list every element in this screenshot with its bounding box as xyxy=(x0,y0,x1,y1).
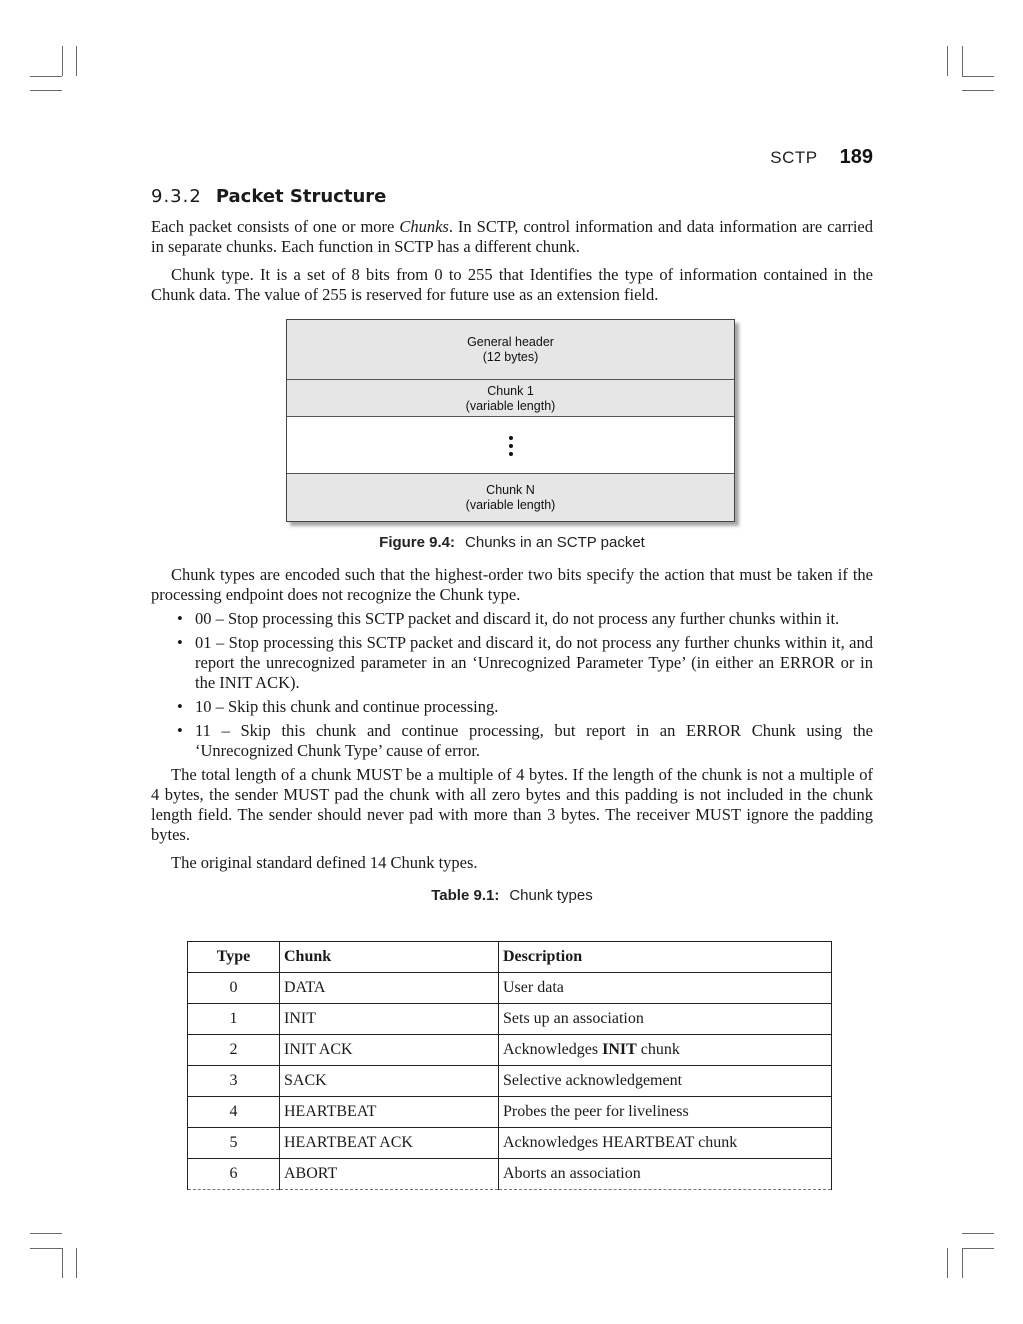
list-item-text: 00 – Stop processing this SCTP packet and discard it, do not process any further chunks within it. xyxy=(195,609,840,628)
paragraph-1-text-b: . In SCTP, control information and data information are carried in separate chunks. Each function in SCTP has a different chunk. xyxy=(151,217,873,256)
crop-mark xyxy=(76,46,77,76)
table-row xyxy=(188,973,832,1004)
crop-mark xyxy=(30,1233,62,1234)
figure-row-label: General header xyxy=(467,334,554,349)
crop-mark xyxy=(30,76,62,77)
section-title: Packet Structure xyxy=(215,186,387,207)
list-item-text: 10 – Skip this chunk and continue processing. xyxy=(195,697,499,716)
paragraph-2: Chunk type. It is a set of 8 bits from 0 to 255 that Identifies the type of information contained in the Chunk data. The value of 255 is reserved for future use as an extension field. xyxy=(151,265,873,304)
paragraph-1-text-a: Each packet consists of one or more xyxy=(151,217,400,236)
crop-mark xyxy=(947,46,948,76)
cell-description xyxy=(499,1035,832,1066)
column-header-chunk: Chunk xyxy=(280,942,499,973)
figure-row-label: Chunk 1 xyxy=(487,383,534,398)
cell-type: 3 xyxy=(188,1066,280,1097)
cell-description: Sets up an association xyxy=(499,1004,832,1035)
table-header-row xyxy=(188,942,832,973)
figure-row-ellipsis xyxy=(287,416,734,474)
cell-chunk: DATA xyxy=(280,973,499,1004)
bullet-icon: • xyxy=(177,609,183,628)
cell-description-bold: INIT xyxy=(602,1041,637,1058)
vertical-ellipsis-icon xyxy=(509,436,513,456)
column-header-type: Type xyxy=(188,942,280,973)
crop-mark xyxy=(962,76,994,77)
crop-mark xyxy=(947,1248,948,1278)
figure-caption-text: Chunks in an SCTP packet xyxy=(465,534,645,551)
cell-description: Probes the peer for liveliness xyxy=(499,1097,832,1128)
figure-row-sublabel: (variable length) xyxy=(465,398,556,413)
cell-description: Selective acknowledgement xyxy=(499,1066,832,1097)
figure-row-general-header xyxy=(287,320,734,379)
cell-chunk: INIT xyxy=(280,1004,499,1035)
crop-mark xyxy=(62,1248,63,1278)
cell-chunk: INIT ACK xyxy=(280,1035,499,1066)
page-body xyxy=(151,186,873,904)
cell-type: 5 xyxy=(188,1128,280,1159)
table-caption-label: Table 9.1: xyxy=(431,887,500,904)
bullet-icon: • xyxy=(177,697,183,716)
list-item xyxy=(177,697,873,717)
running-head xyxy=(600,146,873,169)
cell-description: Acknowledges HEARTBEAT chunk xyxy=(499,1128,832,1159)
figure-row-chunk-1 xyxy=(287,379,734,417)
table-row xyxy=(188,1035,832,1066)
cell-description: Aborts an association xyxy=(499,1159,832,1190)
table-caption xyxy=(151,887,873,904)
crop-mark xyxy=(962,1233,994,1234)
cell-chunk: SACK xyxy=(280,1066,499,1097)
list-item xyxy=(177,721,873,761)
section-heading xyxy=(151,186,873,207)
cell-chunk: HEARTBEAT xyxy=(280,1097,499,1128)
chunk-types-table xyxy=(187,941,832,1190)
running-head-section: SCTP xyxy=(770,148,818,167)
paragraph-3: Chunk types are encoded such that the highest-order two bits specify the action that must be taken if the processing endpoint does not recognize the Chunk type. xyxy=(151,565,873,604)
crop-mark xyxy=(62,46,63,76)
crop-mark xyxy=(962,90,994,91)
paragraph-1-emphasis: Chunks xyxy=(399,217,449,236)
section-number: 9.3.2 xyxy=(151,186,202,207)
crop-mark xyxy=(30,1248,62,1249)
table-row xyxy=(188,1097,832,1128)
table-caption-text: Chunk types xyxy=(509,887,593,904)
table-row xyxy=(188,1128,832,1159)
cell-chunk: ABORT xyxy=(280,1159,499,1190)
paragraph-4: The total length of a chunk MUST be a multiple of 4 bytes. If the length of the chunk is not a multiple of 4 bytes, the sender MUST pad the chunk with all zero bytes and this padding is not included in the chunk length field. The sender should never pad with more than 3 bytes. The receiver MUST ignore the padding bytes. xyxy=(151,765,873,844)
crop-mark xyxy=(30,90,62,91)
cell-type: 4 xyxy=(188,1097,280,1128)
list-item xyxy=(177,633,873,693)
table-row xyxy=(188,1004,832,1035)
table-row xyxy=(188,1159,832,1190)
crop-mark xyxy=(962,1248,963,1278)
chunk-action-list xyxy=(151,609,873,761)
cell-chunk: HEARTBEAT ACK xyxy=(280,1128,499,1159)
figure-caption-label: Figure 9.4: xyxy=(379,534,456,551)
table-row xyxy=(188,1066,832,1097)
figure-caption xyxy=(151,534,873,551)
figure-row-label: Chunk N xyxy=(486,482,535,497)
paragraph-5: The original standard defined 14 Chunk types. xyxy=(171,853,478,872)
cell-description: User data xyxy=(499,973,832,1004)
crop-mark xyxy=(962,1248,994,1249)
list-item-text: 11 – Skip this chunk and continue processing, but report in an ERROR Chunk using the ‘Unrecognized Chunk Type’ cause of error. xyxy=(195,721,873,760)
cell-description-text-b: chunk xyxy=(636,1041,680,1058)
figure-row-chunk-n xyxy=(287,473,734,521)
paragraph-1 xyxy=(151,217,873,257)
page-number: 189 xyxy=(839,146,873,168)
figure-row-sublabel: (12 bytes) xyxy=(482,349,539,364)
cell-type: 0 xyxy=(188,973,280,1004)
cell-type: 1 xyxy=(188,1004,280,1035)
column-header-description: Description xyxy=(499,942,832,973)
list-item-text: 01 – Stop processing this SCTP packet and discard it, do not process any further chunks within it, and report the unrecognized parameter in an ‘Unrecognized Parameter Type’ (in either an ERROR or in the INIT ACK). xyxy=(195,633,873,692)
cell-type: 6 xyxy=(188,1159,280,1190)
packet-structure-figure xyxy=(286,319,735,522)
figure-row-sublabel: (variable length) xyxy=(465,497,556,512)
bullet-icon: • xyxy=(177,633,183,652)
crop-mark xyxy=(962,46,963,76)
list-item xyxy=(177,609,873,629)
cell-description-text-a: Acknowledges xyxy=(503,1041,603,1058)
cell-type: 2 xyxy=(188,1035,280,1066)
crop-mark xyxy=(76,1248,77,1278)
bullet-icon: • xyxy=(177,721,183,740)
